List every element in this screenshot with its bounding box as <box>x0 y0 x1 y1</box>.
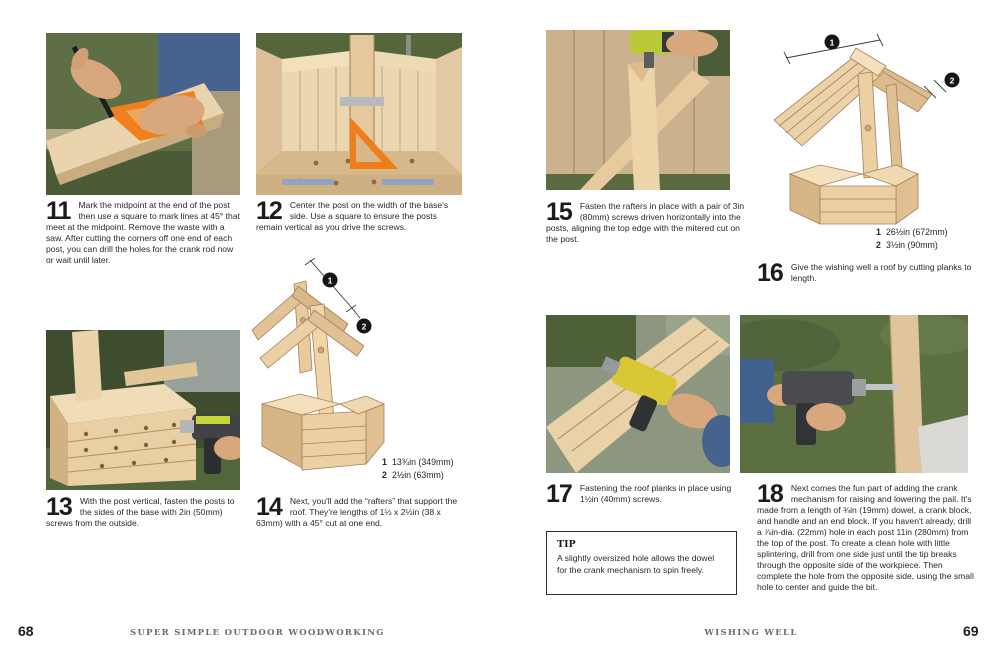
hand <box>666 31 718 57</box>
measure-label: 26½in (672mm) <box>886 227 948 237</box>
drill-bit <box>866 384 898 390</box>
tip-box <box>546 531 737 595</box>
roof-measurements <box>876 226 948 252</box>
step-14 <box>256 493 466 529</box>
measure-label: 13¾in (349mm) <box>392 457 454 467</box>
step-text: Next, you'll add the “rafters” that support the roof. They're lengths of 1½ x 2½in (38 x 63mm) with a 45° cut at one end. <box>256 496 458 528</box>
step-number: 11 <box>46 197 71 225</box>
callout-2-number: 2 <box>949 75 955 86</box>
step-12 <box>256 197 464 233</box>
step-number: 17 <box>546 480 572 508</box>
running-head-chapter: WISHING WELL <box>704 628 798 638</box>
step-15 <box>546 198 749 245</box>
measurement-row <box>876 239 948 252</box>
diagram-frame-rafters <box>248 258 428 486</box>
measurement-row <box>382 456 454 469</box>
photo-scene <box>46 33 240 195</box>
tip-text: A slightly oversized hole allows the dowel for the crank mechanism to spin freely. <box>557 553 715 575</box>
callout-2-number: 2 <box>361 321 367 332</box>
step-text: Center the post on the width of the base's side. Use a square to ensure the posts remain vertical as you drive the screws. <box>256 200 449 232</box>
drill <box>782 371 854 405</box>
photo-post-centered-in-base <box>256 33 462 195</box>
photo-fastening-roof-planks <box>546 315 730 473</box>
post <box>72 330 102 402</box>
frame-illustration <box>248 258 428 486</box>
step-13 <box>46 493 246 529</box>
photo-scene <box>546 30 730 190</box>
photo-scene <box>740 315 968 473</box>
step-number: 16 <box>757 259 783 287</box>
diagram-wishing-well-roof <box>762 28 972 228</box>
box-front-face <box>820 186 896 224</box>
hand <box>806 403 846 431</box>
step-text: With the post vertical, fasten the posts to the sides of the base with 2in (50mm) screws from the outside. <box>46 496 235 528</box>
photo-drilling-crank-hole <box>740 315 968 473</box>
measure-num: 1 <box>382 457 387 467</box>
step-number: 14 <box>256 493 282 521</box>
step-number: 12 <box>256 197 282 225</box>
step-17 <box>546 480 746 508</box>
step-text: Fasten the rafters in place with a pair of 3in (80mm) screws driven horizontally into the posts, aligning the top edge with the mitered cut on the post. <box>546 201 745 244</box>
step-number: 15 <box>546 198 572 226</box>
step-number: 18 <box>757 480 783 508</box>
roof-illustration <box>762 28 972 228</box>
photo-marking-post-midpoint <box>46 33 240 195</box>
step-text: Mark the midpoint at the end of the post then use a square to mark lines at 45° that meet at the midpoint. Remove the waste with a saw. After cutting the corners off one end of each post, you can drill the holes for the crank rod now or wait until later. <box>46 200 240 265</box>
photo-scene <box>256 33 462 195</box>
measure-num: 2 <box>876 240 881 250</box>
measurement-row <box>382 469 454 482</box>
measure-num: 2 <box>382 470 387 480</box>
photo-scene <box>46 330 240 490</box>
running-head-book-title: SUPER SIMPLE OUTDOOR WOODWORKING <box>130 628 385 638</box>
frame-measurements <box>382 456 454 482</box>
page-number-right: 69 <box>963 623 979 639</box>
measurement-row <box>876 226 948 239</box>
step-text: Next comes the fun part of adding the crank mechanism for raising and lowering the pail. It's made from a length of ¾in (19mm) dowel, a crank block, and handle and an end block. If you haven't already, drill a ⅞in-dia. (22mm) hole in each post 11in (280mm) from the top of the post. To create a clean hole with little splintering, drill from one side just until the tip breaks through the opposite side of the workpiece. Then complete the hole from the opposite side, using the small hole to center and guide the bit. <box>757 483 974 592</box>
step-16 <box>757 259 972 287</box>
measure-label: 2½in (63mm) <box>392 470 444 480</box>
page-number-left: 68 <box>18 623 34 639</box>
tip-title: TIP <box>557 539 576 550</box>
box-right-face <box>366 404 384 464</box>
step-text: Fastening the roof planks in place using 1½in (40mm) screws. <box>579 483 732 504</box>
callout-1-number: 1 <box>327 275 333 286</box>
callout-1-number: 1 <box>829 37 835 48</box>
photo-driving-rafter-screws <box>546 30 730 190</box>
measure-num: 1 <box>876 227 881 237</box>
measure-label: 3½in (90mm) <box>886 240 938 250</box>
step-11 <box>46 197 243 266</box>
photo-fastening-posts <box>46 330 240 490</box>
step-18 <box>757 480 974 593</box>
photo-scene <box>546 315 730 473</box>
step-text: Give the wishing well a roof by cutting planks to length. <box>790 262 972 283</box>
step-number: 13 <box>46 493 72 521</box>
